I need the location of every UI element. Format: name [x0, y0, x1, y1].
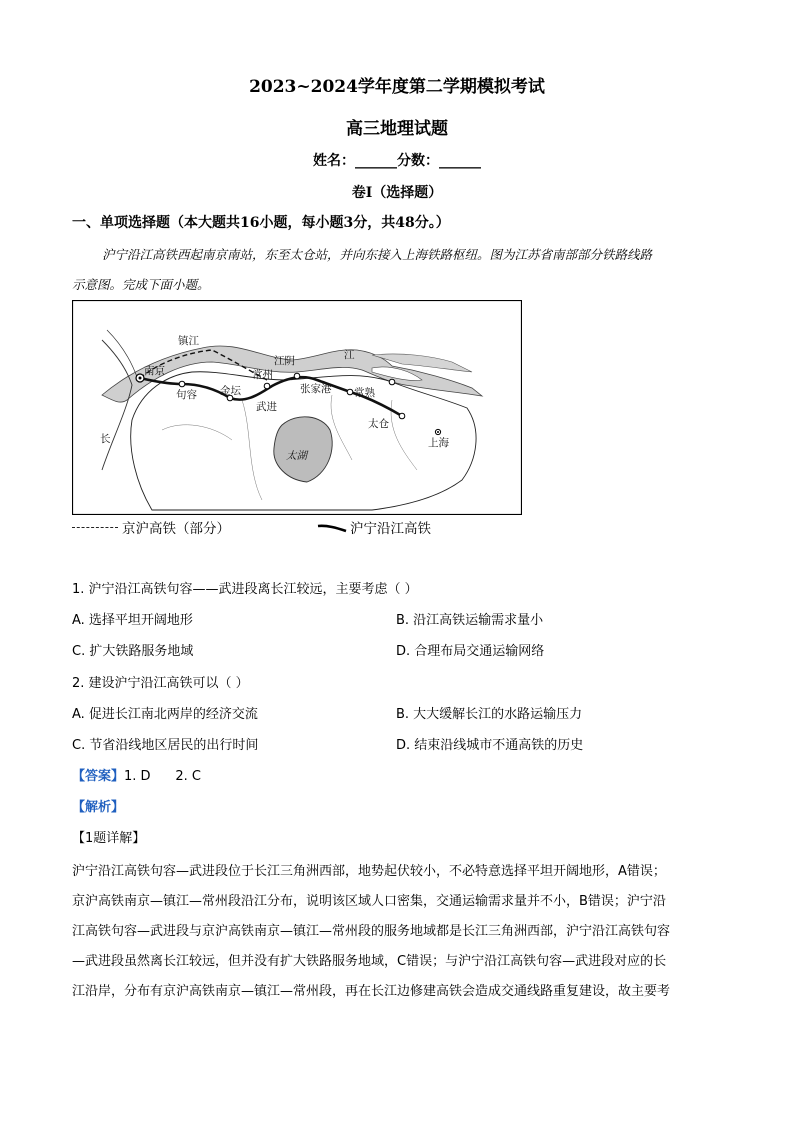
exam-subtitle: 高三地理试题	[346, 119, 448, 139]
label-zhenjiang: 镇江	[178, 335, 199, 347]
legend-dashed-label: 京沪高铁（部分）	[122, 521, 230, 537]
q2-option-a: A. 促进长江南北两岸的经济交流	[72, 707, 258, 722]
dashed-line-symbol	[72, 527, 118, 528]
map-legend	[72, 517, 522, 539]
section-heading: 一、单项选择题（本大题共16小题，每小题3分，共48分。）	[72, 215, 450, 231]
q2-option-c: C. 节省沿线地区居民的出行时间	[72, 738, 259, 753]
label-wujin: 武进	[256, 401, 277, 413]
q1-option-d: D. 合理布局交通运输网络	[396, 644, 545, 659]
solid-line-symbol	[317, 522, 347, 534]
detail-paragraph	[72, 857, 722, 1007]
detail-line: 江高铁句容—武进段与京沪高铁南京—镇江—常州段的服务地域都是长江三角洲西部，沪宁沿江高铁句容	[72, 924, 671, 939]
analysis-line	[72, 796, 124, 815]
label-zhangjiagang: 张家港	[300, 383, 332, 395]
label-jiang: 江	[344, 349, 355, 361]
label-changshu: 常熟	[354, 387, 375, 399]
detail-line: 沪宁沿江高铁句容—武进段位于长江三角洲西部，地势起伏较小，不必特意选择平坦开阔地形，A错误；	[72, 864, 666, 879]
label-taicang: 太仓	[368, 418, 389, 430]
label-taihu: 太湖	[286, 450, 307, 462]
q1-option-c: C. 扩大铁路服务地域	[72, 644, 194, 659]
label-changzhou: 常州	[252, 369, 273, 381]
analysis-label: 【解析】	[72, 800, 125, 815]
exam-title: 2023~2024学年度第二学期模拟考试	[249, 77, 545, 97]
q1-option-b: B. 沿江高铁运输需求量小	[396, 613, 544, 628]
detail-line: 江沿岸，分布有京沪高铁南京—镇江—常州段，再在长江边修建高铁会造成交通线路重复建设，故主要考	[72, 984, 671, 999]
volume-label: 卷Ⅰ（选择题）	[351, 185, 443, 201]
legend-solid-label: 沪宁沿江高铁	[350, 521, 431, 537]
answer-line	[72, 765, 201, 784]
label-jiangyin: 江阴	[274, 355, 295, 367]
railway-map	[72, 300, 522, 515]
q2-option-b: B. 大大缓解长江的水路运输压力	[396, 707, 583, 722]
detail-label: 【1题详解】	[72, 831, 146, 846]
label-jintan: 金坛	[220, 385, 241, 397]
q1-option-a: A. 选择平坦开阔地形	[72, 613, 193, 628]
label-shanghai: 上海	[428, 437, 449, 449]
intro-line-1: 沪宁沿江高铁西起南京南站，东至太仓站，并向东接入上海铁路枢纽。图为江苏省南部部分铁路线路	[102, 247, 653, 262]
label-nanjing: 南京	[144, 365, 165, 377]
label-chang: 长	[100, 433, 111, 445]
question-2-stem: 2. 建设沪宁沿江高铁可以（ ）	[72, 676, 249, 691]
detail-line: 京沪高铁南京—镇江—常州段沿江分布，说明该区域人口密集，交通运输需求量并不小，B错误；沪宁沿	[72, 894, 666, 909]
detail-line: —武进段虽然离长江较远，但并没有扩大铁路服务地域，C错误；与沪宁沿江高铁句容—武进段对应的长	[72, 954, 667, 969]
q2-option-d: D. 结束沿线城市不通高铁的历史	[396, 738, 584, 753]
label-jurong: 句容	[176, 389, 197, 401]
intro-paragraph	[72, 240, 720, 300]
intro-line-2: 示意图。完成下面小题。	[72, 277, 210, 292]
answer-label: 【答案】	[72, 769, 125, 784]
answer-text: 1. D 2. C	[124, 769, 201, 784]
name-score-line: 姓名：______分数：______	[313, 153, 481, 169]
question-1-stem: 1. 沪宁沿江高铁句容——武进段离长江较远，主要考虑（ ）	[72, 582, 418, 597]
